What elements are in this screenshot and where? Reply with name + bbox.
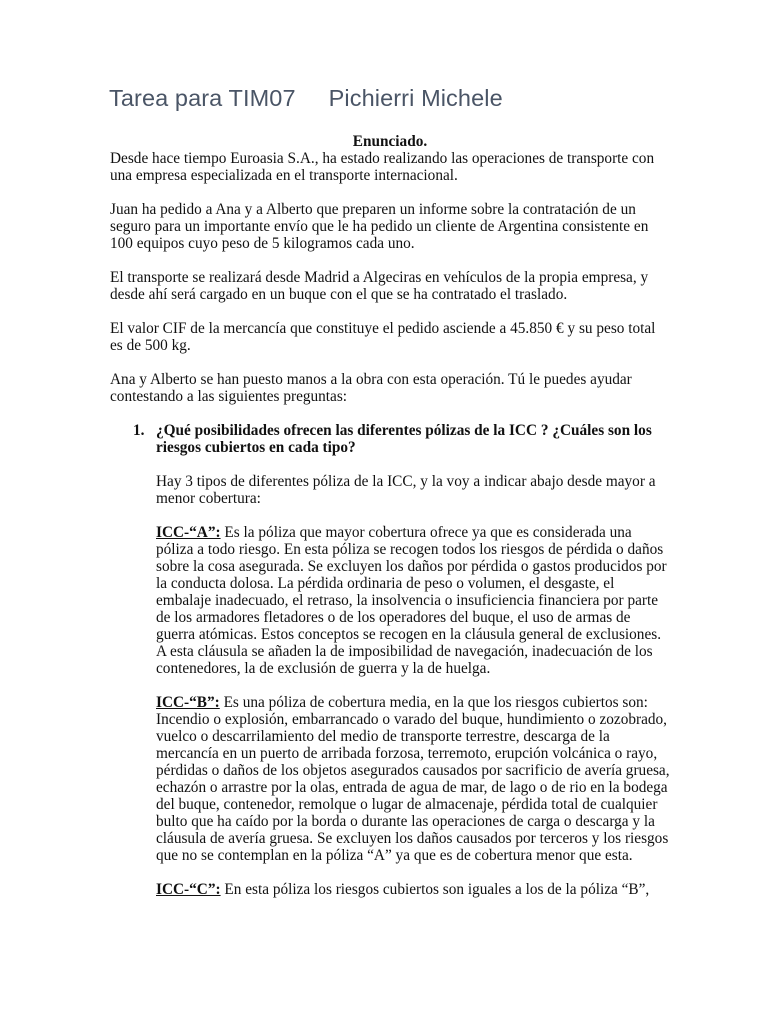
policy-icc-c-text: En esta póliza los riesgos cubiertos son iguales a los de la póliza “B”,	[220, 881, 650, 898]
document-author: Pichierri Michele	[328, 85, 503, 111]
policy-icc-a-term: ICC-“A”:	[156, 524, 221, 541]
question-text: ¿Qué posibilidades ofrecen las diferentes pólizas de la ICC ? ¿Cuáles son los riesgos cubiertos en cada tipo?	[156, 422, 652, 456]
statement-heading: Enunciado.	[352, 133, 428, 150]
question-item	[110, 422, 670, 898]
policy-icc-c	[156, 881, 670, 898]
answer-intro: Hay 3 tipos de diferentes póliza de la ICC, y la voy a indicar abajo desde mayor a menor cobertura:	[156, 473, 656, 507]
policy-icc-b-text: Es una póliza de cobertura media, en la que los riesgos cubiertos son: Incendio o explosión, embarrancado o varado del buque, hundimiento o zozobrado, vuelco o descarrilamiento del medio de transporte terrestre, descarga de la mercancía en un puerto de arribada forzosa, terremoto, erupción volcánica o rayo, pérdidas o daños de los objetos asegurados causados por sacrificio de avería gruesa, echazón o arrastre por la olas, entrada de agua de mar, de lago o de rio en la bodega del buque, contenedor, remolque o lugar de almacenaje, pérdida total de cualquier bulto que ha caído por la borda o durante las operaciones de carga o descarga y la cláusula de avería gruesa. Se excluyen los daños causados por terceros y los riesgos que no se contemplan en la póliza “A” ya que es de cobertura menor que esta.	[156, 694, 670, 864]
statement-paragraph-4: El valor CIF de la mercancía que constituye el pedido asciende a 45.850 € y su peso total es de 500 kg.	[110, 320, 656, 354]
policy-icc-b-term: ICC-“B”:	[156, 694, 220, 711]
statement-paragraph-5: Ana y Alberto se han puesto manos a la obra con esta operación. Tú le puedes ayudar contestando a las siguientes preguntas:	[110, 371, 632, 405]
policy-icc-b	[156, 694, 670, 864]
document-body	[110, 133, 670, 915]
question-list	[110, 422, 670, 898]
policy-icc-a	[156, 524, 670, 677]
policy-icc-a-text: Es la póliza que mayor cobertura ofrece ya que es considerada una póliza a todo riesgo. En esta póliza se recogen todos los riesgos de pérdida o daños sobre la cosa asegurada. Se excluyen los daños por pérdida o gastos producidos por la conducta dolosa. La pérdida ordinaria de peso o volumen, el desgaste, el embalaje inadecuado, el retraso, la insolvencia o insuficiencia financiera por parte de los armadores fletadores o de los operadores del buque, el uso de armas de guerra atómicas. Estos conceptos se recogen en la cláusula general de exclusiones. A esta cláusula se añaden la de imposibilidad de navegación, inadecuación de los contenedores, la de exclusión de guerra y la de huelga.	[156, 524, 667, 677]
statement-paragraph-3: El transporte se realizará desde Madrid a Algeciras en vehículos de la propia empresa, y desde ahí será cargado en un buque con el que se ha contratado el traslado.	[110, 269, 649, 303]
document-title: Tarea para TIM07	[109, 85, 296, 111]
policy-icc-c-term: ICC-“C”:	[156, 881, 221, 898]
statement-paragraph-2: Juan ha pedido a Ana y a Alberto que preparen un informe sobre la contratación de un seguro para un importante envío que le ha pedido un cliente de Argentina consistente en 100 equipos cuyo peso de 5 kilogramos cada uno.	[110, 201, 649, 252]
document-header	[109, 85, 503, 112]
question-number: 1.	[133, 422, 145, 439]
statement-paragraph-1: Desde hace tiempo Euroasia S.A., ha estado realizando las operaciones de transporte con una empresa especializada en el transporte internacional.	[110, 150, 655, 184]
